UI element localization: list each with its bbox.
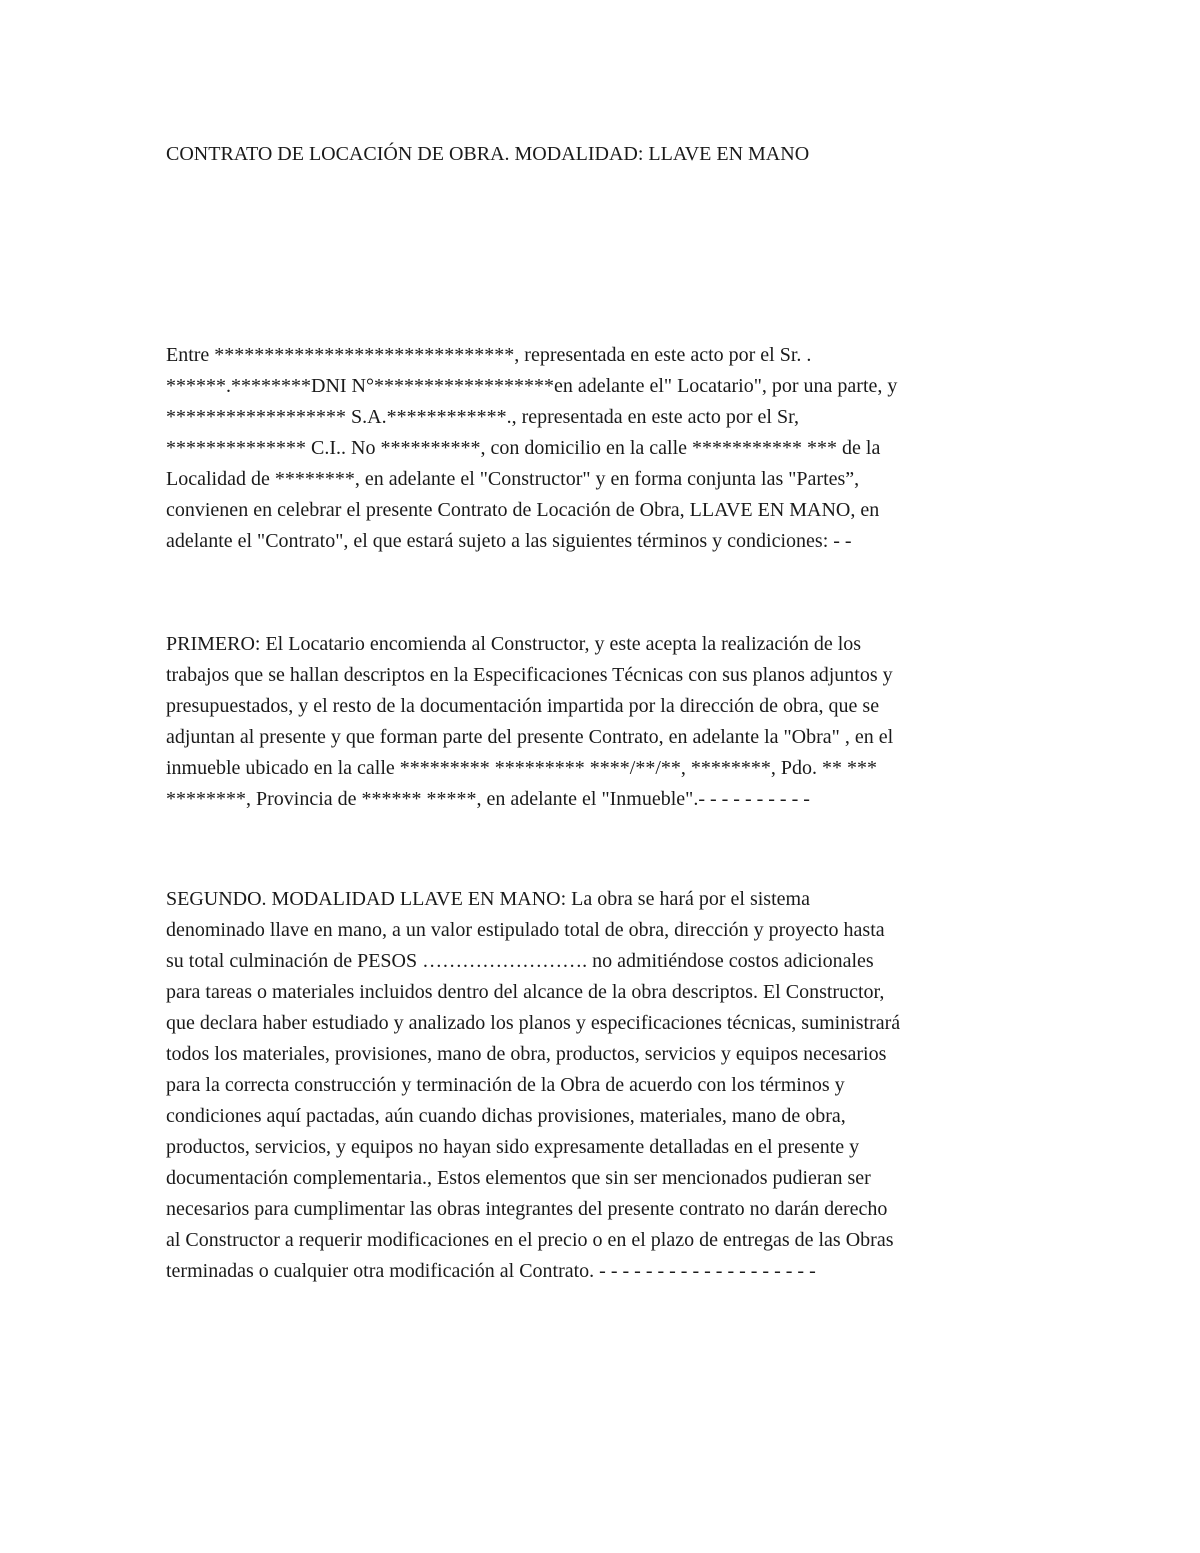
paragraph-line: SEGUNDO. MODALIDAD LLAVE EN MANO: La obra se hará por el sistema — [166, 888, 810, 910]
paragraph-line: su total culminación de PESOS ……………………. no admitiéndose costos adicionales — [166, 950, 874, 972]
paragraph-line: condiciones aquí pactadas, aún cuando dichas provisiones, materiales, mano de obra, — [166, 1105, 846, 1127]
paragraph-line: presupuestados, y el resto de la documentación impartida por la dirección de obra, que se — [166, 695, 880, 717]
paragraph-line: al Constructor a requerir modificaciones en el precio o en el plazo de entregas de las Obras — [166, 1229, 894, 1251]
paragraph-line: denominado llave en mano, a un valor estipulado total de obra, dirección y proyecto hasta — [166, 919, 885, 941]
paragraph-line: inmueble ubicado en la calle ********* ********* ****/**/**, ********, Pdo. ** *** — [166, 757, 878, 779]
paragraph-parties — [166, 340, 1036, 557]
paragraph-line: PRIMERO: El Locatario encomienda al Constructor, y este acepta la realización de los — [166, 633, 862, 655]
paragraph-line: ****************** S.A.************., representada en este acto por el Sr, — [166, 406, 799, 428]
paragraph-line: ******.********DNI N°******************en adelante el" Locatario", por una parte, y — [166, 375, 898, 397]
paragraph-line: ************** C.I.. No **********, con domicilio en la calle *********** *** de la — [166, 437, 881, 459]
paragraph-line: para tareas o materiales incluidos dentro del alcance de la obra descriptos. El Constructor, — [166, 981, 885, 1003]
paragraph-line: productos, servicios, y equipos no hayan sido expresamente detalladas en el presente y — [166, 1136, 860, 1158]
paragraph-line: que declara haber estudiado y analizado los planos y especificaciones técnicas, suministrará — [166, 1012, 901, 1034]
document-title: CONTRATO DE LOCACIÓN DE OBRA. MODALIDAD: LLAVE EN MANO — [166, 143, 810, 165]
paragraph-line: todos los materiales, provisiones, mano de obra, productos, servicios y equipos necesarios — [166, 1043, 887, 1065]
paragraph-line: Localidad de ********, en adelante el "Constructor" y en forma conjunta las "Partes”, — [166, 468, 860, 490]
paragraph-line: para la correcta construcción y terminación de la Obra de acuerdo con los términos y — [166, 1074, 845, 1096]
paragraph-line: adelante el "Contrato", el que estará sujeto a las siguientes términos y condiciones: - - — [166, 530, 852, 552]
paragraph-line: documentación complementaria., Estos elementos que sin ser mencionados pudieran ser — [166, 1167, 871, 1189]
paragraph-line: necesarios para cumplimentar las obras integrantes del presente contrato no darán derecho — [166, 1198, 888, 1220]
paragraph-segundo — [166, 884, 1036, 1287]
paragraph-line: convienen en celebrar el presente Contrato de Locación de Obra, LLAVE EN MANO, en — [166, 499, 880, 521]
paragraph-line: ********, Provincia de ****** *****, en adelante el "Inmueble".- - - - - - - - - - — [166, 788, 810, 810]
paragraph-line: adjuntan al presente y que forman parte del presente Contrato, en adelante la "Obra" , en el — [166, 726, 894, 748]
paragraph-line: terminadas o cualquier otra modificación al Contrato. - - - - - - - - - - - - - - - - - - - — [166, 1260, 816, 1282]
paragraph-primero — [166, 629, 1036, 815]
paragraph-line: Entre ******************************, representada en este acto por el Sr. . — [166, 344, 812, 366]
paragraph-line: trabajos que se hallan descriptos en la Especificaciones Técnicas con sus planos adjuntos y — [166, 664, 893, 686]
